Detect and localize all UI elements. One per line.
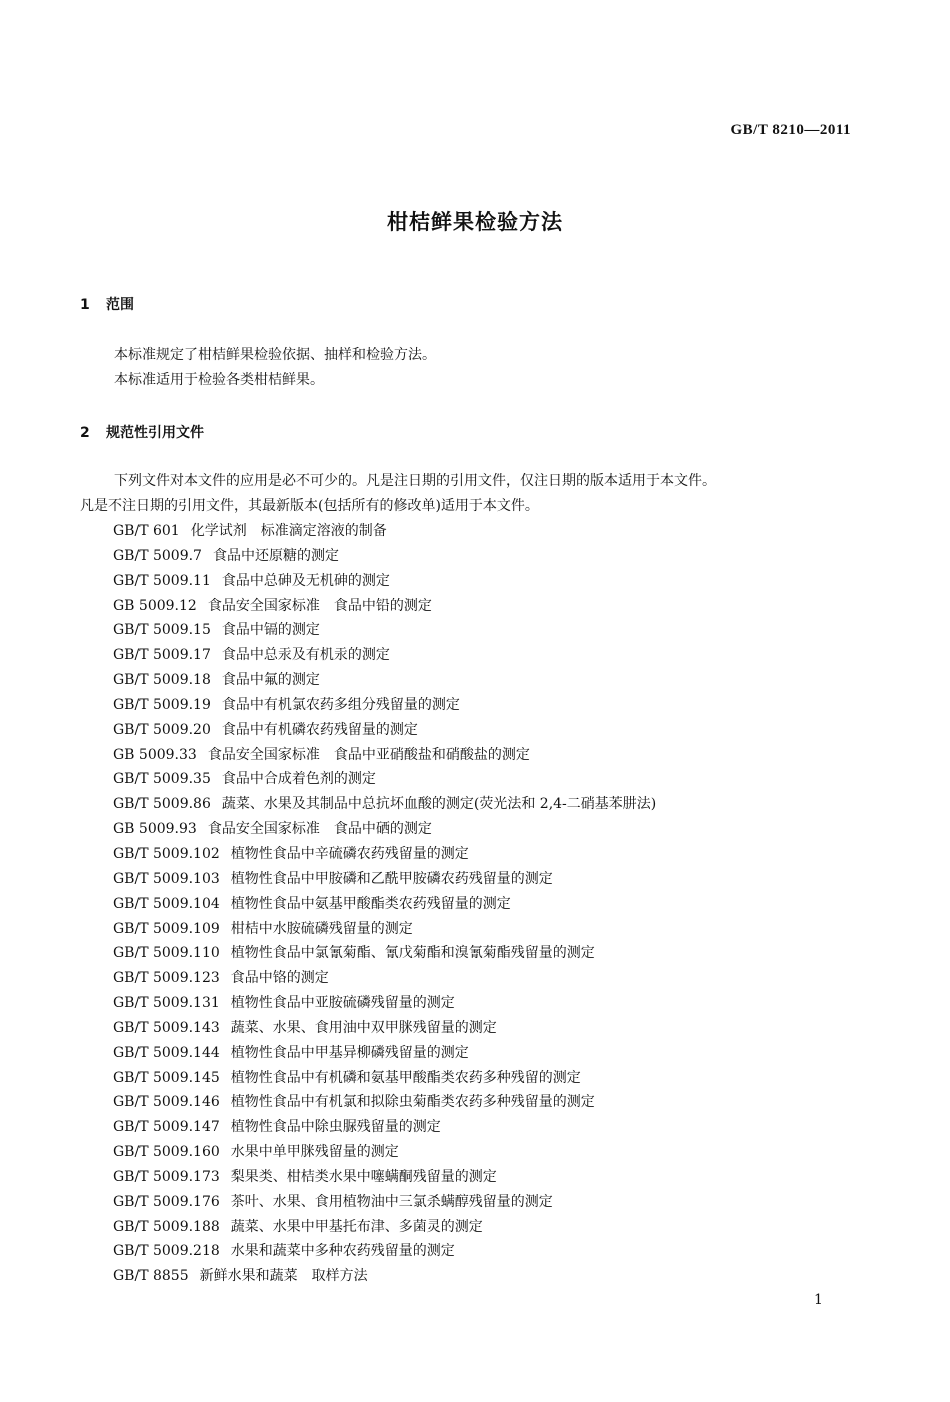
reference-title: 水果和蔬菜中多种农药残留量的测定: [230, 1243, 455, 1260]
reference-title: 食品中铬的测定: [230, 970, 329, 987]
reference-code: GB/T 5009.17: [113, 647, 211, 664]
reference-title: 水果中单甲脒残留量的测定: [230, 1144, 399, 1161]
reference-item: [113, 1140, 873, 1165]
reference-item: [113, 743, 873, 768]
page-number: 1: [814, 1292, 823, 1308]
section-2-heading: [80, 422, 204, 442]
reference-item: [113, 544, 873, 569]
reference-title: 食品中总汞及有机汞的测定: [221, 647, 390, 664]
reference-item: [113, 1190, 873, 1215]
reference-title: 植物性食品中除虫脲残留量的测定: [230, 1119, 441, 1136]
reference-code: GB/T 5009.131: [113, 995, 220, 1012]
reference-item: [113, 1041, 873, 1066]
reference-item: [113, 569, 873, 594]
reference-code: GB/T 5009.176: [113, 1193, 220, 1210]
reference-title: 食品中总砷及无机砷的测定: [221, 572, 390, 589]
references-intro-line: 下列文件对本文件的应用是必不可少的。凡是注日期的引用文件，仅注日期的版本适用于本文件。: [114, 473, 716, 489]
section-1-heading: [80, 294, 134, 314]
reference-item: [113, 991, 873, 1016]
reference-code: GB/T 5009.188: [113, 1218, 220, 1235]
reference-item: [113, 668, 873, 693]
reference-code: GB/T 5009.104: [113, 895, 220, 912]
reference-item: [113, 966, 873, 991]
reference-item: [113, 1264, 873, 1289]
reference-item: [113, 693, 873, 718]
reference-title: 食品中合成着色剂的测定: [221, 771, 376, 788]
reference-item: [113, 643, 873, 668]
reference-item: [113, 1239, 873, 1264]
reference-title: 食品中有机氯农药多组分残留量的测定: [221, 696, 460, 713]
reference-code: GB/T 5009.19: [113, 696, 211, 713]
section-title: 规范性引用文件: [106, 425, 204, 441]
reference-title: 植物性食品中氯氰菊酯、氰戊菊酯和溴氰菊酯残留量的测定: [230, 945, 595, 962]
reference-code: GB/T 5009.15: [113, 622, 211, 639]
reference-title: 柑桔中水胺硫磷残留量的测定: [230, 920, 413, 937]
reference-title: 蔬菜、水果中甲基托布津、多菌灵的测定: [230, 1218, 483, 1235]
reference-item: [113, 519, 873, 544]
reference-item: [113, 892, 873, 917]
normative-references-list: [113, 519, 873, 1289]
reference-title: 食品中还原糖的测定: [212, 547, 339, 564]
reference-item: [113, 718, 873, 743]
reference-code: GB/T 8855: [113, 1268, 189, 1285]
scope-paragraph: 本标准规定了柑桔鲜果检验依据、抽样和检验方法。: [114, 347, 436, 363]
reference-code: GB/T 5009.218: [113, 1243, 220, 1260]
reference-item: [113, 1016, 873, 1041]
section-title: 范围: [106, 297, 134, 313]
reference-code: GB 5009.33: [113, 746, 197, 763]
reference-code: GB/T 5009.160: [113, 1144, 220, 1161]
reference-item: [113, 842, 873, 867]
references-intro: [80, 469, 860, 519]
reference-code: GB/T 5009.145: [113, 1069, 220, 1086]
reference-code: GB/T 5009.18: [113, 672, 211, 689]
reference-code: GB/T 5009.7: [113, 547, 202, 564]
reference-code: GB/T 5009.147: [113, 1119, 220, 1136]
document-title: 柑桔鲜果检验方法: [387, 210, 563, 234]
reference-code: GB/T 5009.109: [113, 920, 220, 937]
reference-item: [113, 1165, 873, 1190]
reference-title: 蔬菜、水果、食用油中双甲脒残留量的测定: [230, 1019, 497, 1036]
reference-title: 食品中有机磷农药残留量的测定: [221, 721, 418, 738]
reference-code: GB/T 5009.102: [113, 845, 220, 862]
scope-paragraph: 本标准适用于检验各类柑桔鲜果。: [114, 372, 324, 388]
reference-item: [113, 792, 873, 817]
reference-item: [113, 618, 873, 643]
reference-title: 食品安全国家标准 食品中硒的测定: [207, 821, 432, 838]
reference-code: GB/T 5009.146: [113, 1094, 220, 1111]
reference-title: 蔬菜、水果及其制品中总抗坏血酸的测定(荧光法和 2,4-二硝基苯肼法): [221, 796, 657, 813]
reference-item: [113, 817, 873, 842]
reference-item: [113, 594, 873, 619]
references-intro-line: 凡是不注日期的引用文件，其最新版本(包括所有的修改单)适用于本文件。: [80, 498, 539, 514]
reference-title: 食品中镉的测定: [221, 622, 320, 639]
reference-code: GB/T 5009.103: [113, 870, 220, 887]
reference-title: 茶叶、水果、食用植物油中三氯杀螨醇残留量的测定: [230, 1193, 553, 1210]
reference-item: [113, 1090, 873, 1115]
reference-code: GB/T 5009.173: [113, 1168, 220, 1185]
reference-item: [113, 941, 873, 966]
reference-title: 食品安全国家标准 食品中亚硝酸盐和硝酸盐的测定: [207, 746, 530, 763]
standard-code: GB/T 8210—2011: [730, 122, 851, 138]
reference-code: GB 5009.12: [113, 597, 197, 614]
reference-code: GB/T 5009.123: [113, 970, 220, 987]
reference-title: 植物性食品中亚胺硫磷残留量的测定: [230, 995, 455, 1012]
section-number: 1: [80, 297, 90, 313]
reference-item: [113, 867, 873, 892]
reference-item: [113, 1066, 873, 1091]
reference-title: 植物性食品中辛硫磷农药残留量的测定: [230, 845, 469, 862]
reference-title: 植物性食品中有机氯和拟除虫菊酯类农药多种残留量的测定: [230, 1094, 595, 1111]
reference-code: GB/T 601: [113, 523, 180, 539]
reference-item: [113, 917, 873, 942]
reference-title: 植物性食品中甲胺磷和乙酰甲胺磷农药残留量的测定: [230, 870, 553, 887]
reference-code: GB 5009.93: [113, 821, 197, 838]
reference-item: [113, 1215, 873, 1240]
reference-title: 食品安全国家标准 食品中铅的测定: [207, 597, 432, 614]
reference-code: GB/T 5009.110: [113, 945, 220, 962]
reference-title: 梨果类、柑桔类水果中噻螨酮残留量的测定: [230, 1168, 497, 1185]
reference-title: 植物性食品中氨基甲酸酯类农药残留量的测定: [230, 895, 511, 912]
reference-item: [113, 1115, 873, 1140]
reference-title: 食品中氟的测定: [221, 672, 320, 689]
reference-code: GB/T 5009.35: [113, 771, 211, 788]
reference-title: 植物性食品中有机磷和氨基甲酸酯类农药多种残留的测定: [230, 1069, 581, 1086]
reference-title: 化学试剂 标准滴定溶液的制备: [190, 523, 387, 539]
reference-code: GB/T 5009.20: [113, 721, 211, 738]
section-number: 2: [80, 425, 90, 441]
reference-title: 植物性食品中甲基异柳磷残留量的测定: [230, 1044, 469, 1061]
reference-code: GB/T 5009.11: [113, 572, 211, 589]
reference-code: GB/T 5009.143: [113, 1019, 220, 1036]
reference-code: GB/T 5009.86: [113, 796, 211, 813]
reference-title: 新鲜水果和蔬菜 取样方法: [199, 1268, 368, 1285]
reference-item: [113, 767, 873, 792]
reference-code: GB/T 5009.144: [113, 1044, 220, 1061]
